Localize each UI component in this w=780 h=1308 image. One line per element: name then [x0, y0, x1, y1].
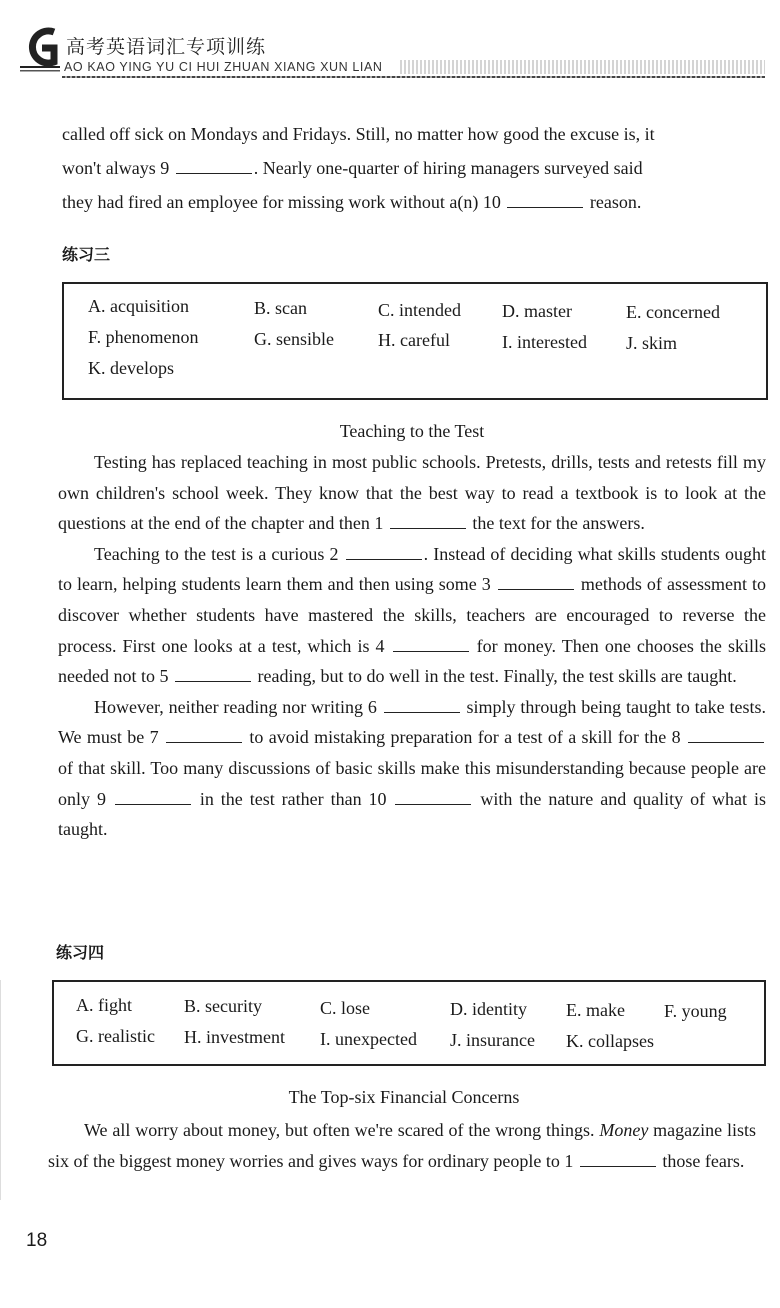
option-i: I. unexpected	[320, 1029, 417, 1049]
option-g: G. sensible	[254, 329, 334, 349]
option-a: A. acquisition	[88, 296, 189, 316]
blank-4[interactable]	[393, 650, 469, 652]
option-f: F. phenomenon	[88, 327, 199, 347]
blank-5[interactable]	[175, 680, 251, 682]
exercise-4-label: 练习四	[56, 943, 105, 962]
option-j: J. insurance	[450, 1030, 535, 1050]
page-edge	[0, 980, 1, 1200]
blank-1[interactable]	[580, 1165, 656, 1167]
passage-4-title: The Top-six Financial Concerns	[288, 1087, 520, 1107]
top-passage	[62, 117, 767, 219]
exercise-3-word-box	[62, 282, 768, 400]
top-line-3: they had fired an employee for missing work without a(n) 10 reason.	[62, 192, 642, 212]
page-number: 18	[26, 1230, 48, 1251]
passage-3-paragraph-1: Testing has replaced teaching in most public schools. Pretests, drills, tests and retests fill my own children's school week. They know that the best way to read a textbook is to look at the questions at the end of the chapter and then 1 the text for the answers.	[58, 452, 766, 534]
option-k: K. collapses	[566, 1031, 654, 1051]
option-b: B. scan	[254, 298, 307, 318]
blank-10[interactable]	[507, 206, 583, 208]
option-j: J. skim	[626, 333, 678, 353]
option-a: A. fight	[76, 995, 132, 1015]
passage-3-paragraph-3: However, neither reading nor writing 6 simply through being taught to take tests. We must be 7 to avoid mistaking preparation for a test of a skill for the 8 of that skill. Too many discussions of basic skills make this misunderstanding because people are only 9 in the test rather than 10 with the nature and quality of what is taught.	[58, 696, 766, 840]
option-f: F. young	[664, 1001, 727, 1021]
blank-7[interactable]	[166, 741, 242, 743]
blank-6[interactable]	[384, 711, 460, 713]
option-b: B. security	[184, 996, 262, 1016]
passage-4-paragraph-1: We all worry about money, but often we're scared of the wrong things. Money magazine lists six of the biggest money worries and gives ways for ordinary people to 1 those fears.	[48, 1120, 756, 1171]
option-g: G. realistic	[76, 1026, 155, 1046]
passage-3-paragraph-2: Teaching to the test is a curious 2 . Instead of deciding what skills students ought to learn, helping students learn them and then using some 3 methods of assessment to discover whether students have mastered the skills, teachers are encouraged to reverse the process. First one looks at a test, which is 4 for money. Then one chooses the skills needed not to 5 reading, but to do well in the test. Finally, the test skills are taught.	[58, 543, 767, 687]
passage-4	[48, 1115, 756, 1176]
top-line-2: won't always 9 . Nearly one-quarter of hiring managers surveyed said	[62, 158, 643, 178]
blank-9b[interactable]	[115, 803, 191, 805]
exercise-4-word-box	[52, 980, 766, 1066]
top-line-1: called off sick on Mondays and Fridays. Still, no matter how good the excuse is, it	[62, 124, 655, 144]
header-pattern	[400, 60, 765, 74]
option-e: E. make	[566, 1000, 625, 1020]
blank-2[interactable]	[346, 558, 422, 560]
option-d: D. master	[502, 301, 572, 321]
option-e: E. concerned	[626, 302, 720, 322]
option-c: C. intended	[378, 300, 461, 320]
option-h: H. investment	[184, 1027, 285, 1047]
exercise-3-label: 练习三	[62, 245, 111, 264]
blank-1[interactable]	[390, 527, 466, 529]
option-k: K. develops	[88, 358, 174, 378]
option-i: I. interested	[502, 332, 587, 352]
header-rule	[62, 76, 765, 78]
blank-3[interactable]	[498, 588, 574, 590]
blank-10b[interactable]	[395, 803, 471, 805]
header-pinyin-title: AO KAO YING YU CI HUI ZHUAN XIANG XUN LIAN	[64, 60, 383, 74]
g-logo-icon	[20, 22, 60, 74]
option-c: C. lose	[320, 998, 371, 1018]
option-h: H. careful	[378, 330, 450, 350]
blank-9[interactable]	[176, 172, 252, 174]
option-d: D. identity	[450, 999, 527, 1019]
passage-3	[58, 447, 766, 845]
passage-3-title: Teaching to the Test	[339, 421, 485, 441]
blank-8[interactable]	[688, 741, 764, 743]
running-header	[20, 22, 765, 82]
header-chinese-title: 高考英语词汇专项训练	[66, 36, 267, 58]
